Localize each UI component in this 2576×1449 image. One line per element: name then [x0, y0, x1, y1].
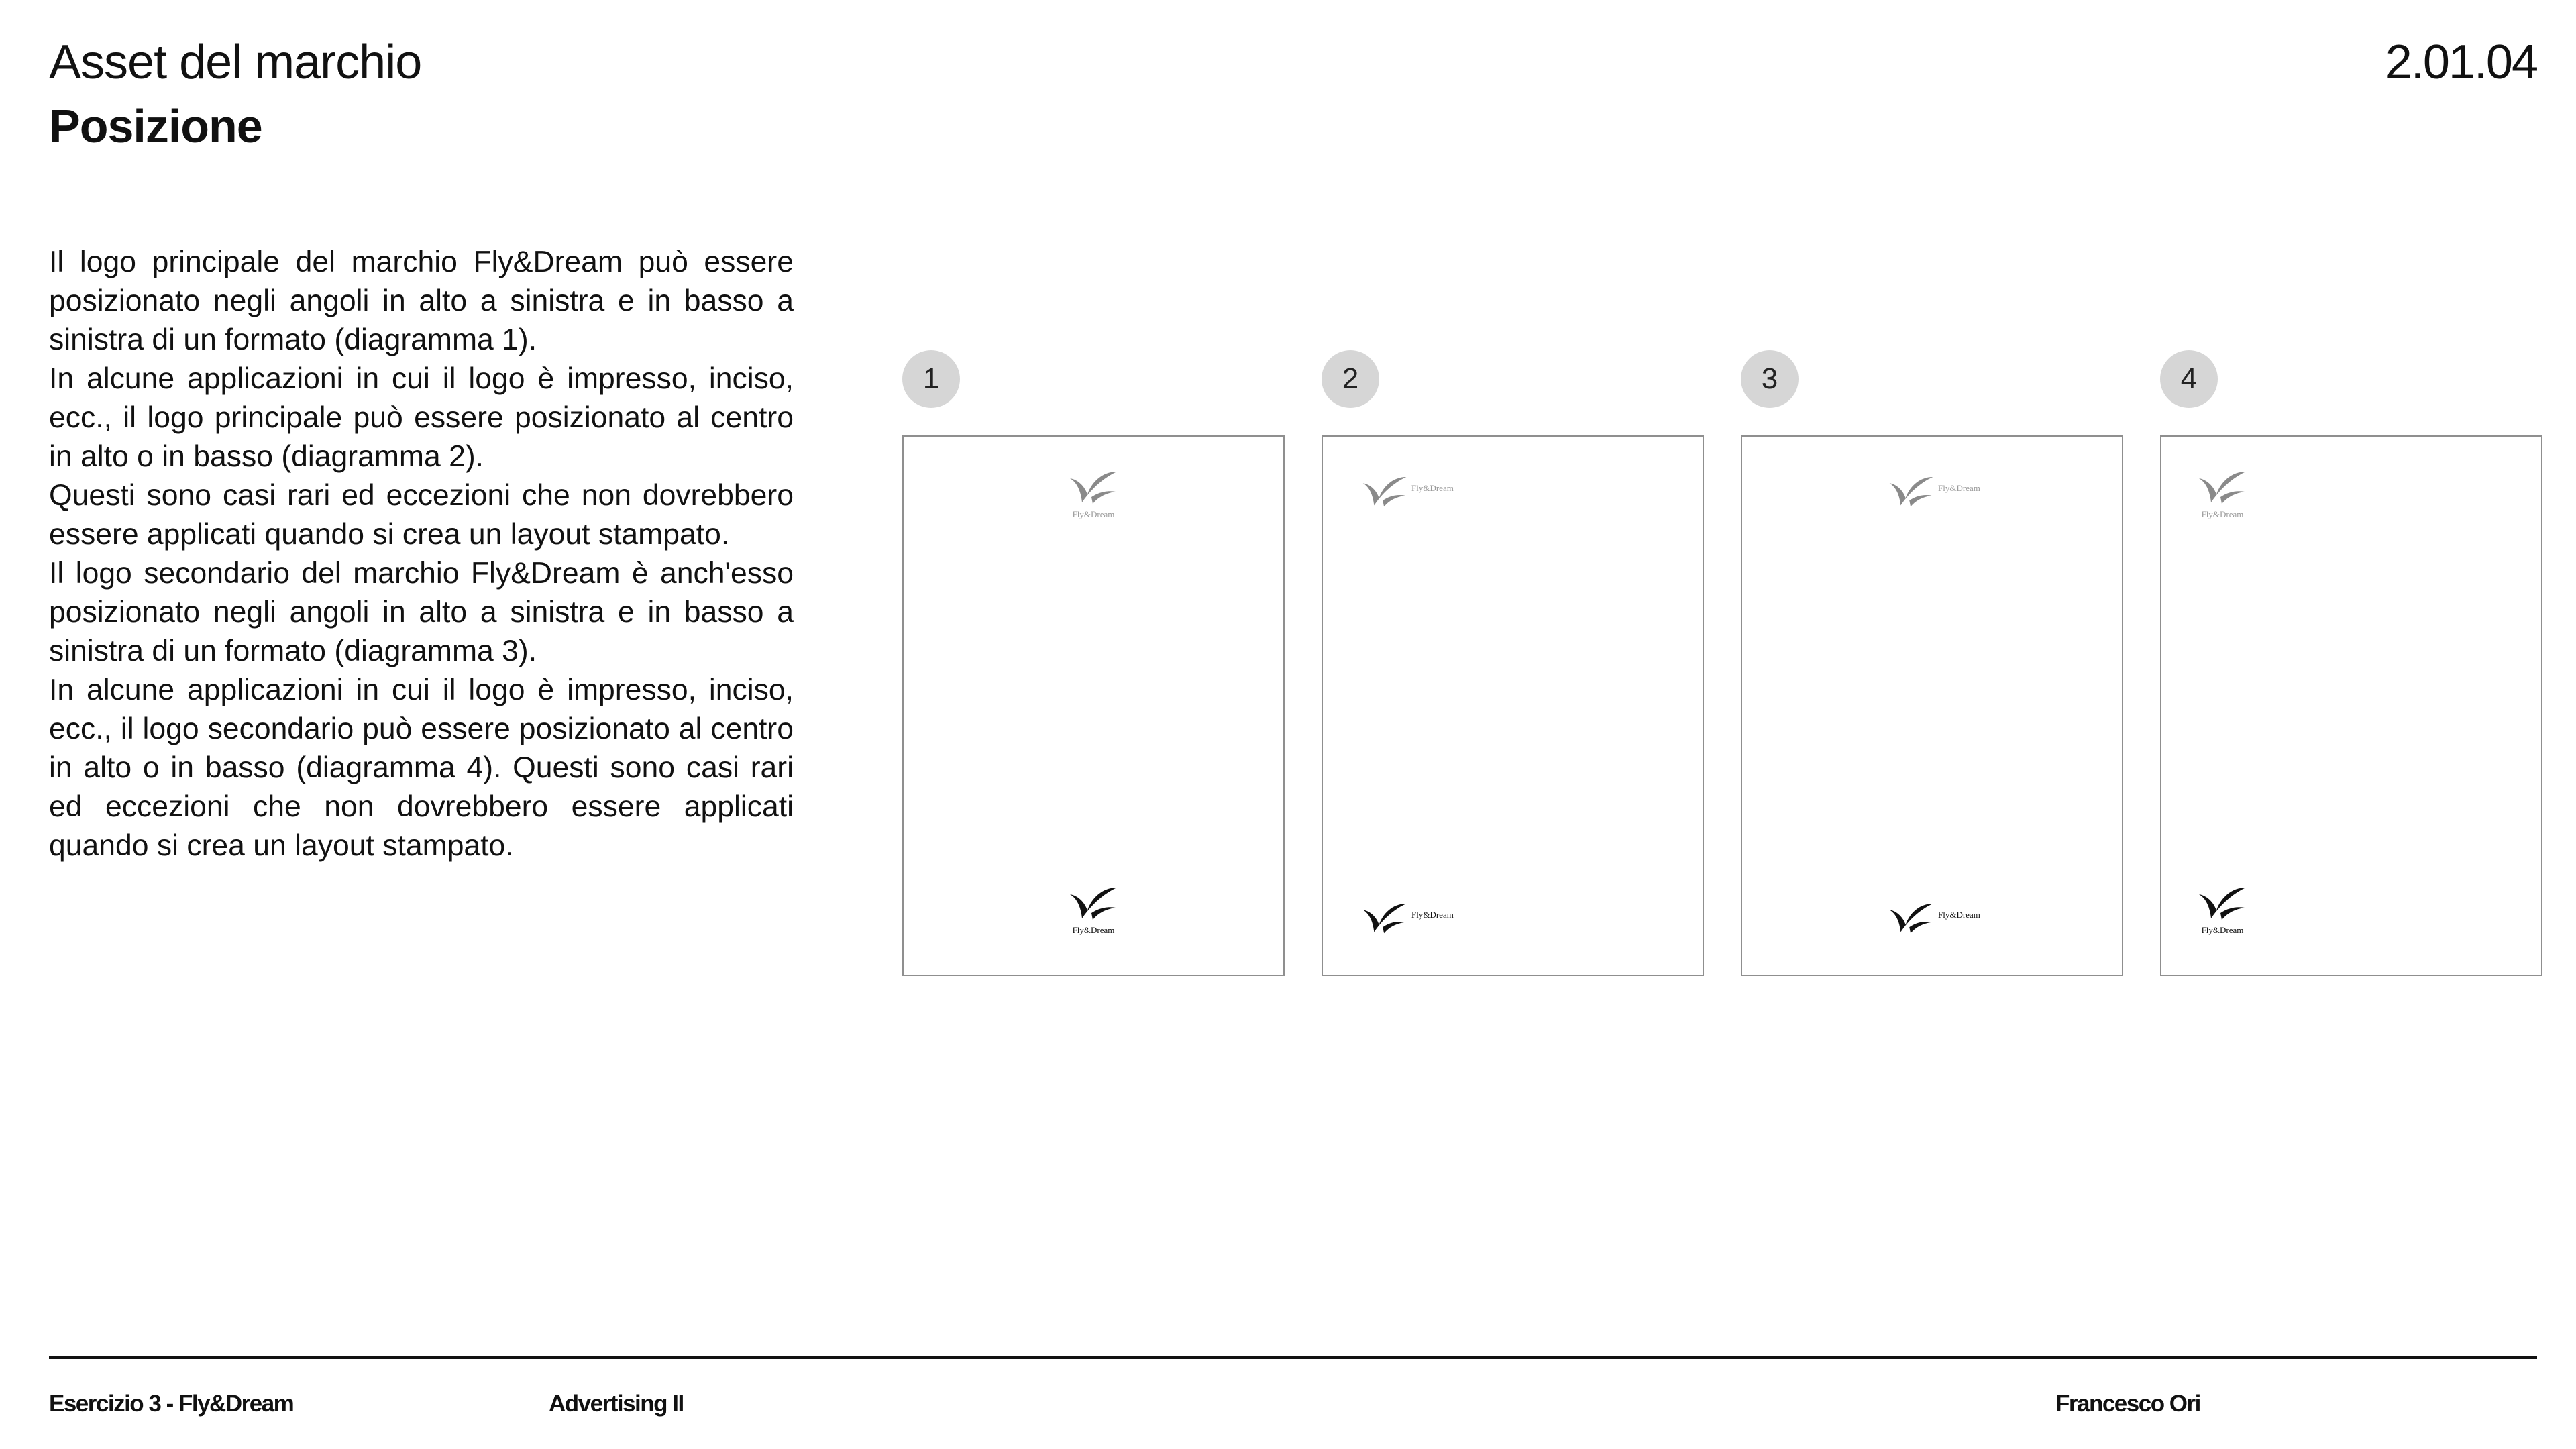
paragraph-1: Il logo principale del marchio Fly&Dream può essere posizionato negli angoli in alto a sinistra e in basso a sinistra di un formato (diagramma 1).: [49, 246, 794, 356]
logo-top: [1887, 476, 1980, 511]
bird-icon: [2196, 886, 2249, 924]
footer-author: Francesco Ori: [2055, 1391, 2200, 1417]
logo-wordmark: Fly&Dream: [2201, 509, 2244, 519]
body-text: [49, 243, 794, 865]
logo-top: [1067, 470, 1120, 520]
bird-icon: [1887, 476, 1935, 511]
bird-icon: [2196, 470, 2249, 508]
diagram-1: [902, 350, 1285, 935]
format-sheet: [1322, 435, 1704, 976]
paragraph-2: In alcune applicazioni in cui il logo è impresso, inciso, ecc., il logo principale può essere posizionato al centro in alto o in basso (diagramma 2).: [49, 362, 794, 473]
bird-icon: [1067, 470, 1120, 508]
logo-wordmark: Fly&Dream: [1411, 910, 1454, 920]
logo-wordmark: Fly&Dream: [1411, 483, 1454, 493]
diagram-number-badge: 2: [1322, 350, 1379, 408]
page-subtitle: Posizione: [49, 100, 262, 152]
logo-top: [2196, 470, 2249, 520]
logo-bottom: [2196, 886, 2249, 936]
logo-wordmark: Fly&Dream: [1072, 925, 1115, 935]
format-sheet: [902, 435, 1285, 976]
bird-icon: [1067, 886, 1120, 924]
format-sheet: [1741, 435, 2123, 976]
section-title: Asset del marchio: [49, 36, 422, 89]
footer-divider: [49, 1356, 2537, 1359]
diagram-4: [2160, 350, 2542, 935]
logo-wordmark: Fly&Dream: [1938, 483, 1980, 493]
diagram-number-badge: 3: [1741, 350, 1799, 408]
paragraph-3: Questi sono casi rari ed eccezioni che non dovrebbero essere applicati quando si crea un layout stampato.: [49, 479, 794, 551]
logo-bottom: [1887, 902, 1980, 937]
bird-icon: [1887, 902, 1935, 937]
footer-project: Esercizio 3 - Fly&Dream: [49, 1391, 294, 1417]
page-number: 2.01.04: [2385, 36, 2537, 89]
logo-wordmark: Fly&Dream: [2201, 925, 2244, 935]
logo-bottom: [1360, 902, 1454, 937]
paragraph-4: Il logo secondario del marchio Fly&Dream è anch'esso posizionato negli angoli in alto a sinistra e in basso a sinistra di un formato (diagramma 3).: [49, 557, 794, 667]
logo-wordmark: Fly&Dream: [1938, 910, 1980, 920]
paragraph-5: In alcune applicazioni in cui il logo è impresso, inciso, ecc., il logo secondario può essere posizionato al centro in alto o in basso (diagramma 4). Questi sono casi rari ed eccezioni che non dovrebbero essere applicati quando si crea un layout stampato.: [49, 674, 794, 862]
logo-top: [1360, 476, 1454, 511]
diagram-number-badge: 1: [902, 350, 960, 408]
logo-bottom: [1067, 886, 1120, 936]
diagram-2: [1322, 350, 1704, 920]
diagram-3: [1741, 350, 2123, 920]
footer-course: Advertising II: [549, 1391, 684, 1417]
bird-icon: [1360, 902, 1409, 937]
logo-wordmark: Fly&Dream: [1072, 509, 1115, 519]
format-sheet: [2160, 435, 2542, 976]
bird-icon: [1360, 476, 1409, 511]
diagram-number-badge: 4: [2160, 350, 2218, 408]
